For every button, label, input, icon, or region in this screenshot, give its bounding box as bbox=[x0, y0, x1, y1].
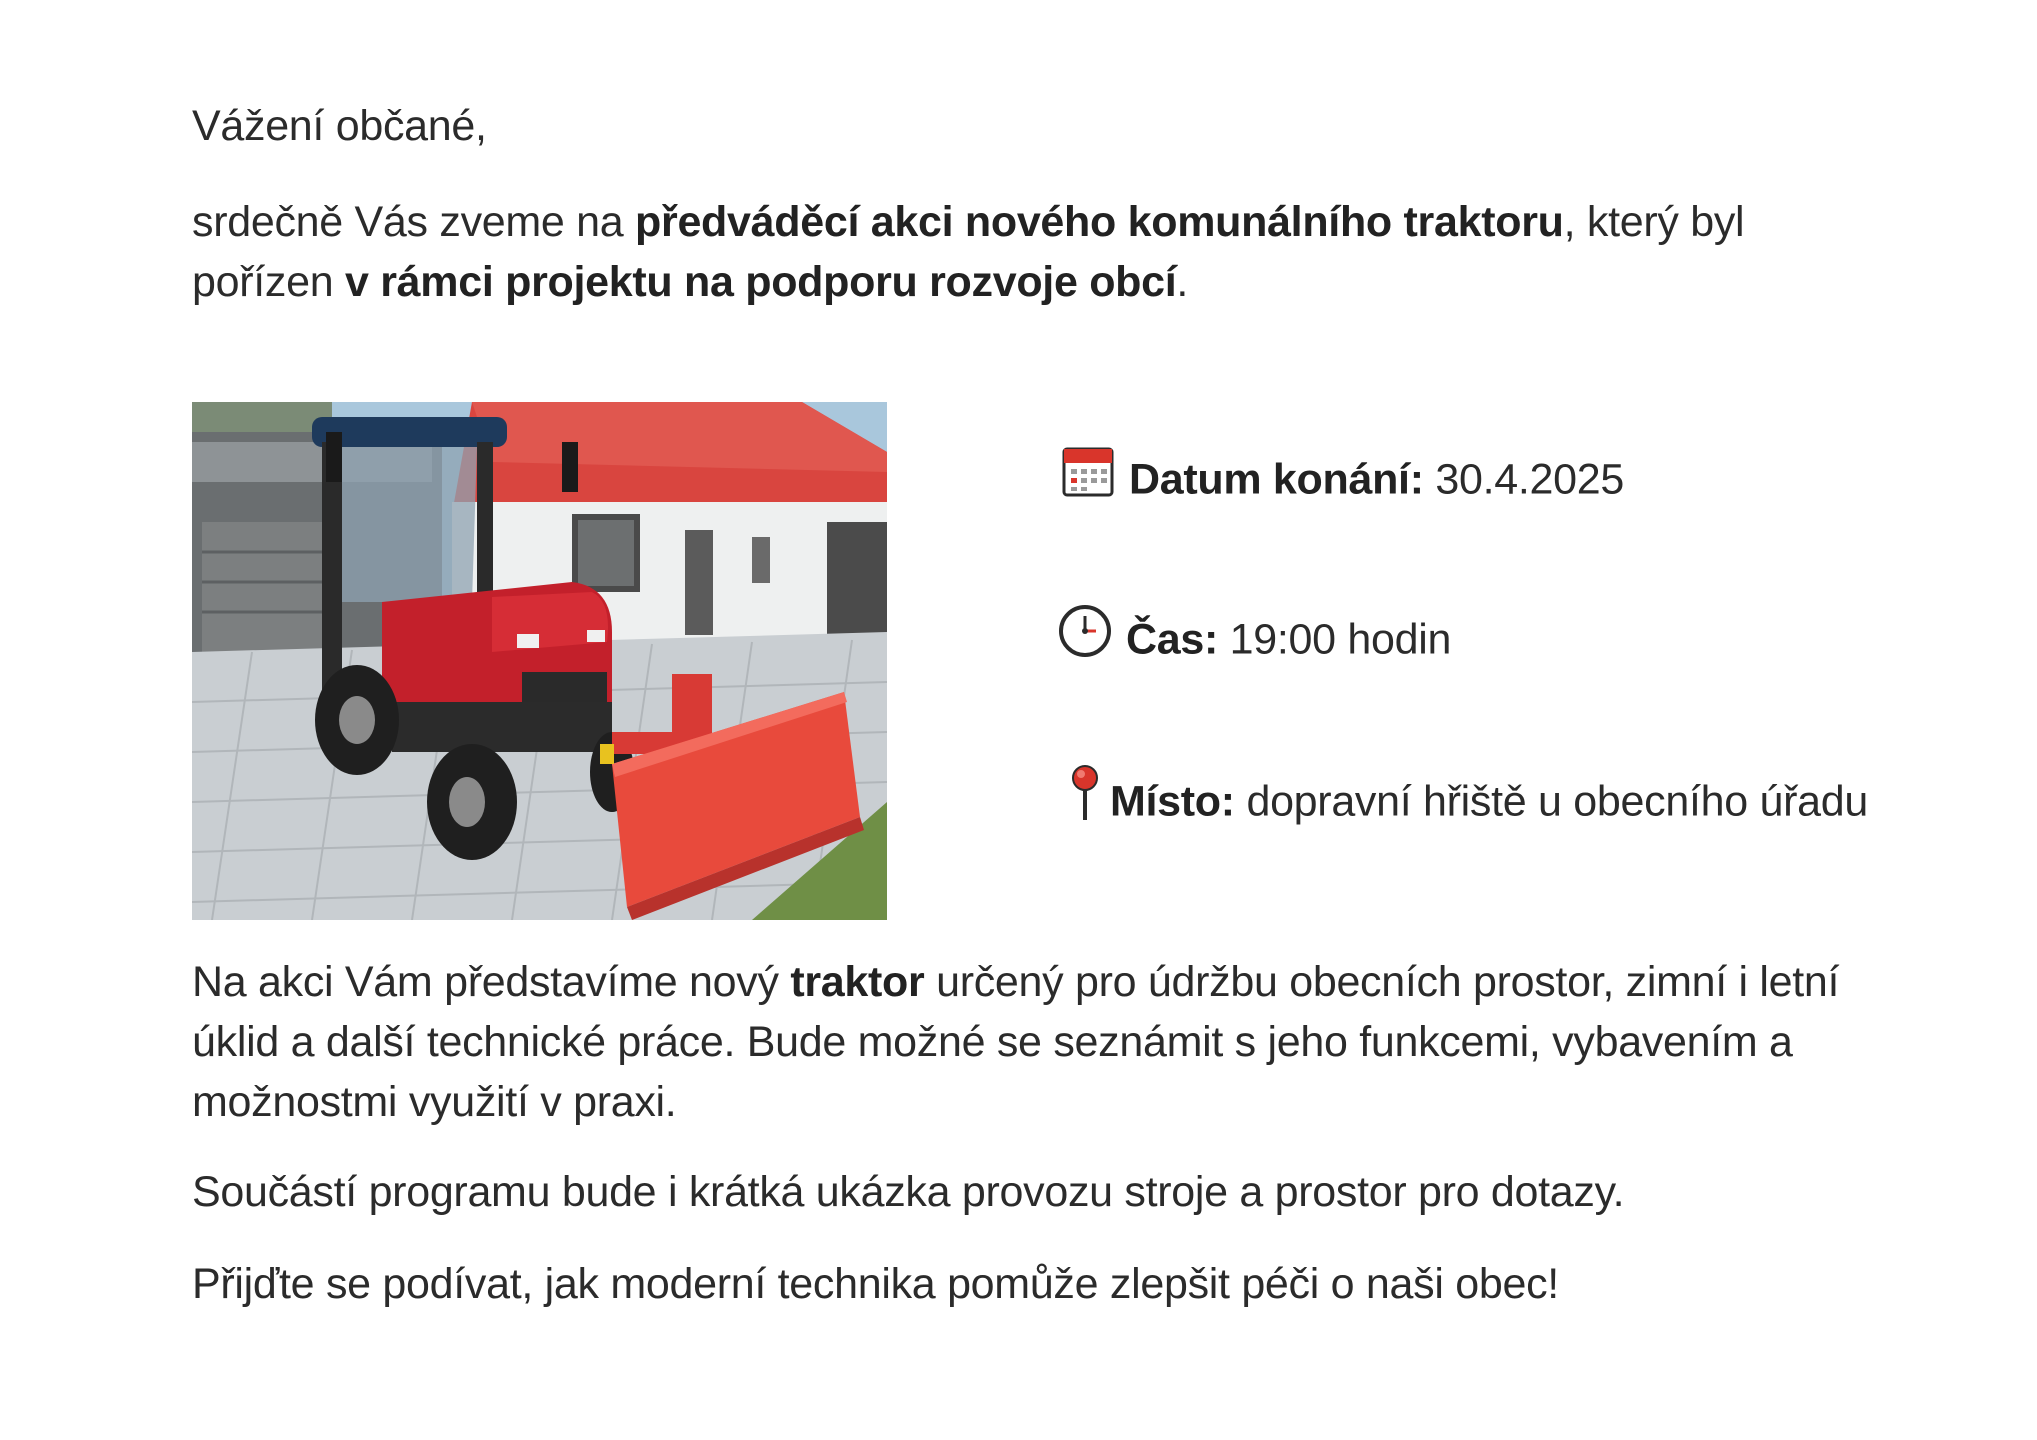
description-bold-tractor: traktor bbox=[790, 958, 925, 1006]
intro-text-4: . bbox=[1176, 258, 1189, 306]
intro-paragraph bbox=[192, 192, 1744, 312]
calendar-icon bbox=[1061, 444, 1115, 512]
time-label: Čas: bbox=[1126, 615, 1219, 664]
description-paragraph bbox=[192, 952, 1839, 1132]
program-paragraph: Součástí programu bude i krátká ukázka provozu stroje a prostor pro dotazy. bbox=[192, 1168, 1625, 1216]
clock-icon bbox=[1058, 604, 1112, 672]
event-date-row bbox=[1061, 448, 1624, 516]
greeting: Vážení občané, bbox=[192, 102, 487, 150]
description-text-2: určený pro údržbu obecních prostor, zimní i letní bbox=[924, 958, 1840, 1006]
intro-text-2: , který byl bbox=[1563, 198, 1745, 246]
time-value: 19:00 hodin bbox=[1229, 615, 1452, 664]
closing-paragraph: Přijďte se podívat, jak moderní technika pomůže zlepšit péči o naši obec! bbox=[192, 1260, 1559, 1308]
intro-bold-event: předváděcí akci nového komunálního traktoru bbox=[635, 198, 1564, 246]
place-label: Místo: bbox=[1110, 777, 1235, 826]
place-value: dopravní hřiště u obecního úřadu bbox=[1246, 777, 1868, 826]
date-value: 30.4.2025 bbox=[1435, 455, 1624, 504]
tractor-photo bbox=[192, 402, 887, 920]
pushpin-icon bbox=[1068, 764, 1102, 836]
event-time-row bbox=[1058, 608, 1451, 676]
intro-bold-project: v rámci projektu na podporu rozvoje obcí bbox=[344, 258, 1177, 306]
description-line-3: možnostmi využití v praxi. bbox=[192, 1078, 677, 1126]
intro-text-1: srdečně Vás zveme na bbox=[192, 198, 636, 246]
description-line-2: úklid a další technické práce. Bude možné se seznámit s jeho funkcemi, vybavením a bbox=[192, 1018, 1793, 1066]
event-place-row bbox=[1068, 768, 1868, 840]
intro-text-3: pořízen bbox=[192, 258, 345, 306]
date-label: Datum konání: bbox=[1129, 455, 1424, 504]
description-text-1: Na akci Vám představíme nový bbox=[192, 958, 791, 1006]
